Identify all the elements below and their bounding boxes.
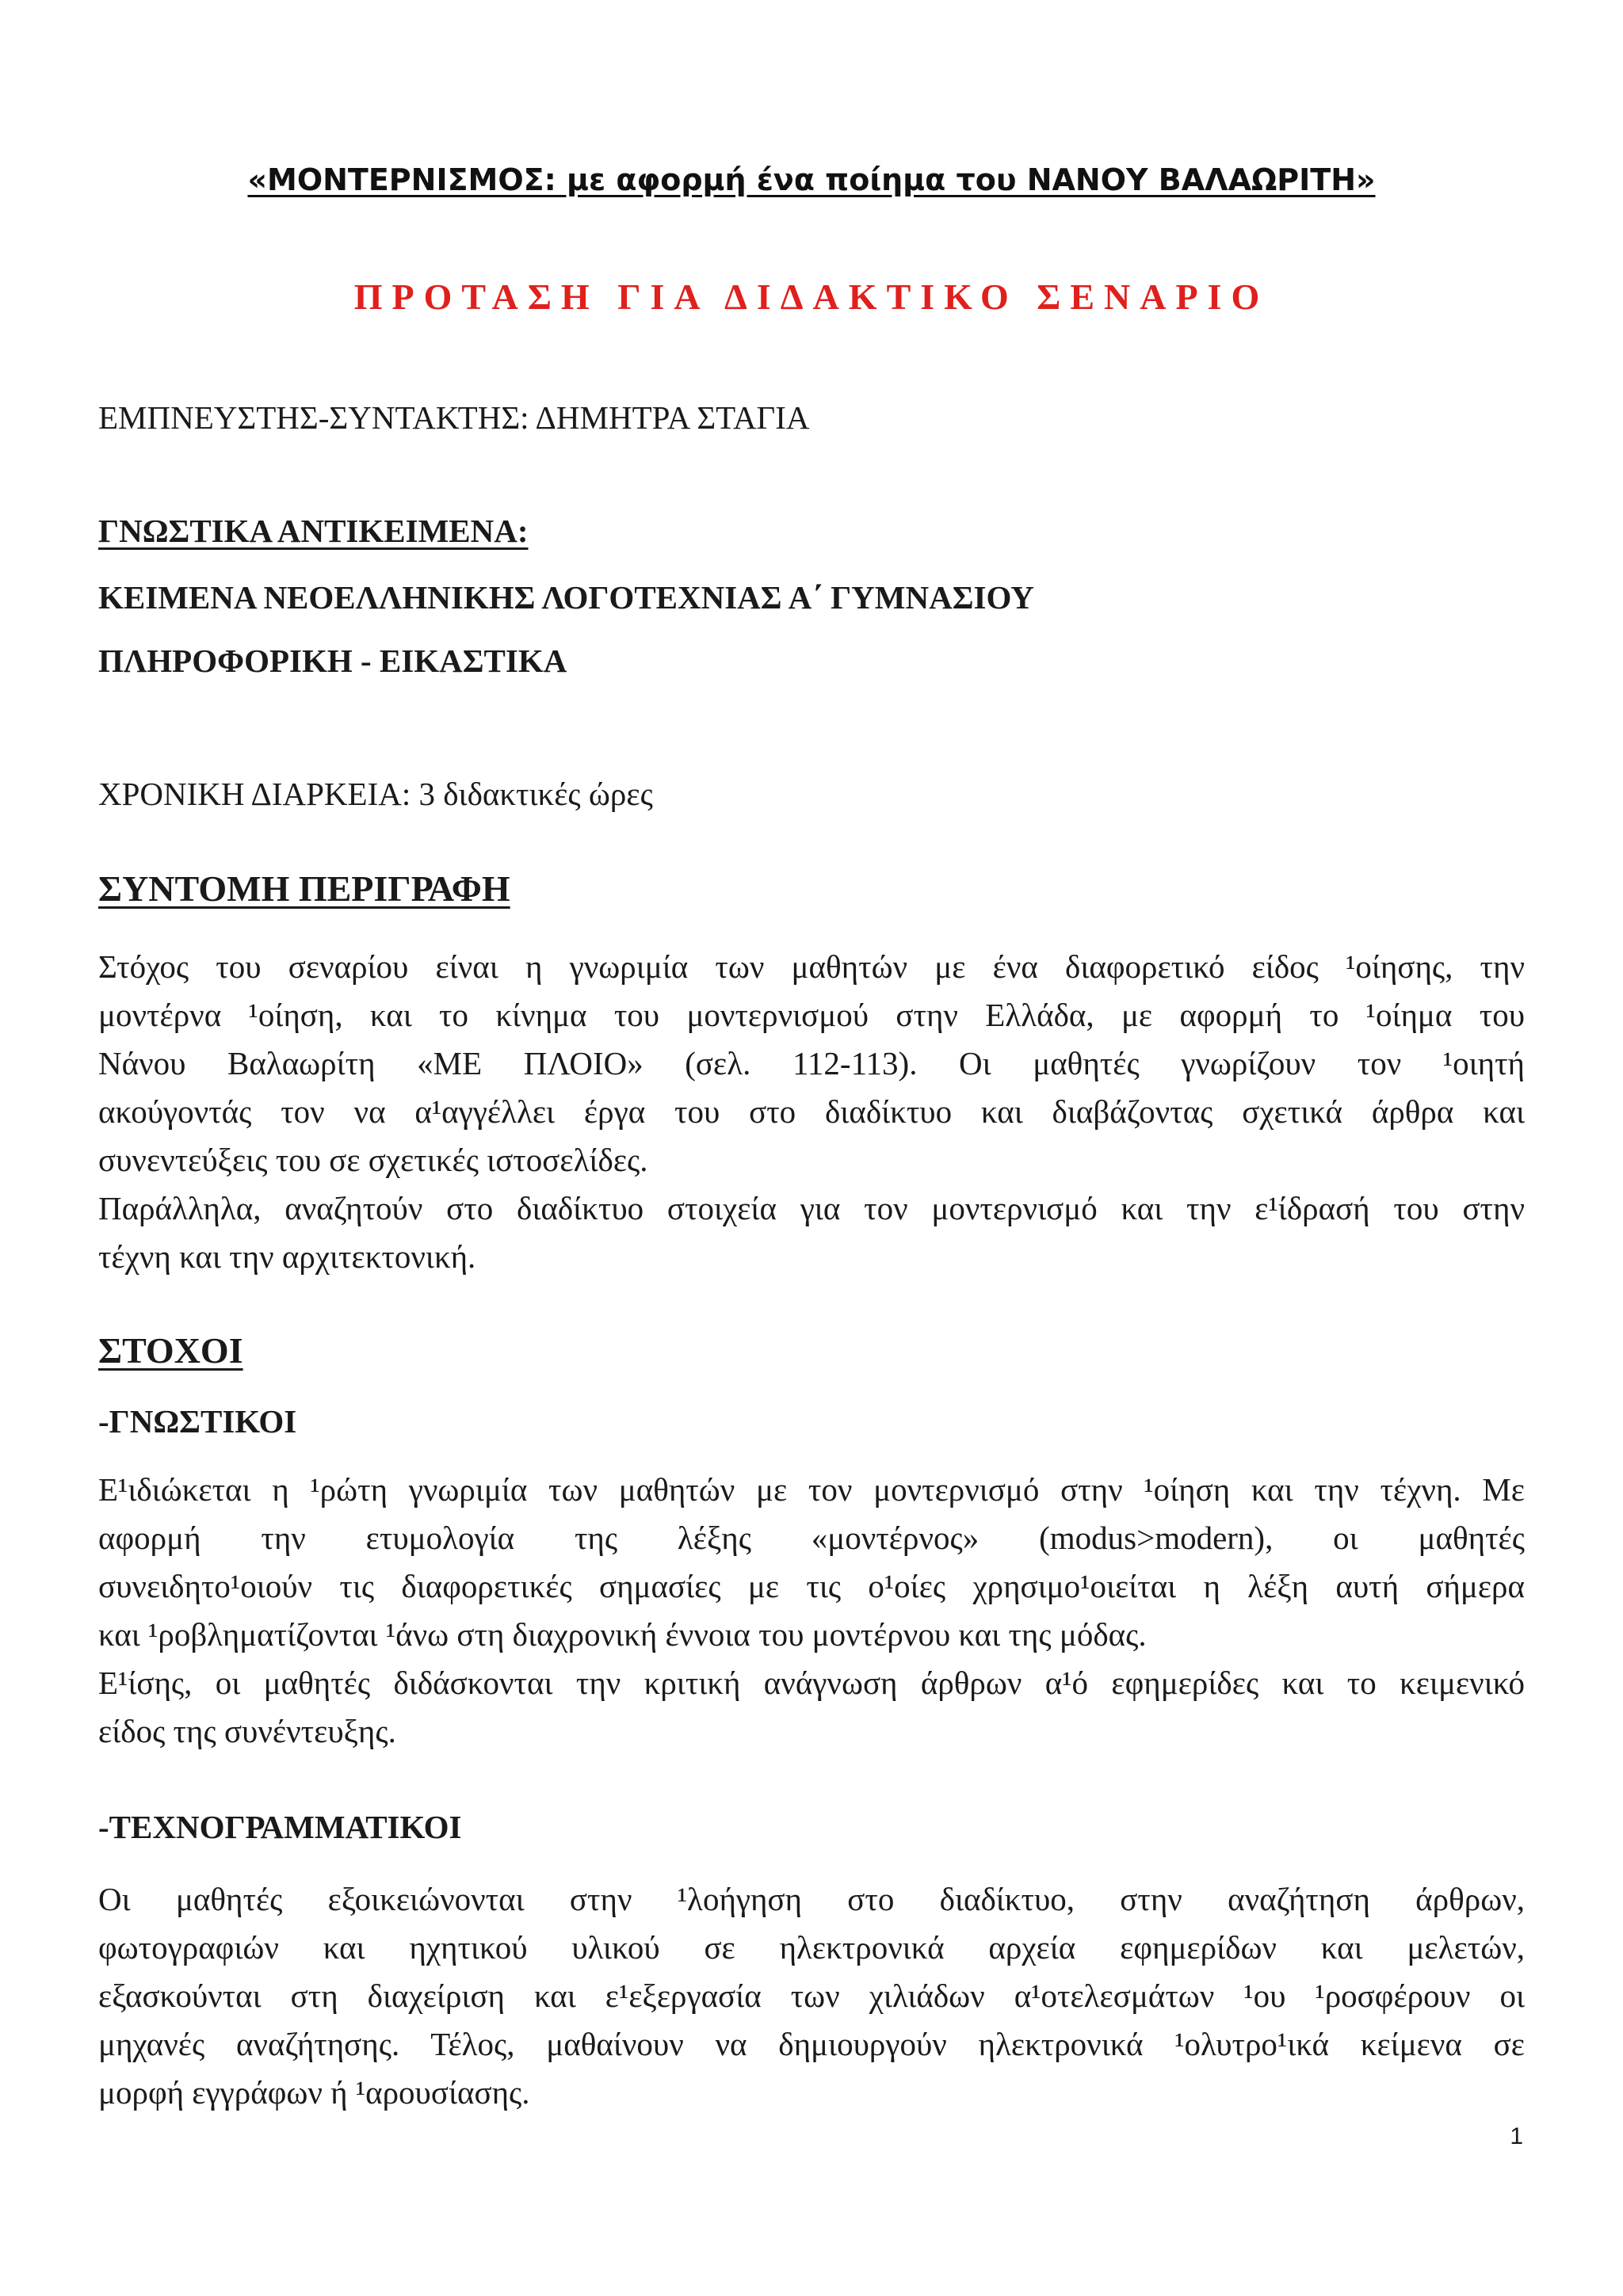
cognitive-objects-heading: ΓΝΩΣΤΙΚΑ ΑΝΤΙΚΕΙΜΕΝΑ: [98,513,529,549]
text-line: Ε¹ίσης, οι μαθητές διδάσκονται την κριτική ανάγνωση άρθρων α¹ό εφημερίδες και το κειμενικό [98,1665,1525,1701]
text-line: και ¹ροβληματίζονται ¹άνω στη διαχρονική έννοια του μοντέρνου και της μόδας. [98,1616,1147,1653]
cognitive-objects-line-2: ΠΛΗΡΟΦΟΡΙΚΗ - ΕΙΚΑΣΤΙΚΑ [98,643,567,679]
duration-line: ΧΡΟΝΙΚΗ ΔΙΑΡΚΕΙΑ: 3 διδακτικές ώρες [98,776,653,812]
text-line: Οι μαθητές εξοικειώνονται στην ¹λοήγηση στο διαδίκτυο, στην αναζήτηση άρθρων, [98,1881,1525,1917]
cognitive-objects-line-1: ΚΕΙΜΕΝΑ ΝΕΟΕΛΛΗΝΙΚΗΣ ΛΟΓΟΤΕΧΝΙΑΣ Α΄ ΓΥΜΝΑΣΙΟΥ [98,579,1034,616]
text-line: Παράλληλα, αναζητούν στο διαδίκτυο στοιχεία για τον μοντερνισμό και την ε¹ίδρασή του στην [98,1190,1525,1226]
text-line: μηχανές αναζήτησης. Τέλος, μαθαίνουν να δημιουργούν ηλεκτρονικά ¹ολυτρο¹ικά κείμενα σε [98,2026,1525,2062]
text-line: εξασκούνται στη διαχείριση και ε¹εξεργασία των χιλιάδων α¹οτελεσμάτων ¹ου ¹ροσφέρουν οι [98,1978,1525,2014]
text-line: είδος της συνέντευξης. [98,1713,396,1749]
text-line: Στόχος του σεναρίου είναι η γνωριμία των μαθητών με ένα διαφορετικό είδος ¹οίησης, την [98,948,1525,985]
technological-goals-heading: -ΤΕΧΝΟΓΡΑΜΜΑΤΙΚΟΙ [98,1809,462,1845]
text-line: αφορμή την ετυμολογία της λέξης «μοντέρνος» (modus>modern), οι μαθητές [98,1520,1525,1556]
text-line: μορφή εγγράφων ή ¹αρουσίασης. [98,2074,530,2111]
author-line: ΕΜΠΝΕΥΣΤΗΣ-ΣΥΝΤΑΚΤΗΣ: ΔΗΜΗΤΡΑ ΣΤΑΓΙΑ [98,399,810,436]
short-description-paragraph [98,943,1525,1281]
technological-goals-paragraph [98,1875,1525,2117]
cognitive-goals-heading: -ΓΝΩΣΤΙΚΟΙ [98,1403,297,1440]
text-line: συνεντεύξεις του σε σχετικές ιστοσελίδες. [98,1142,648,1178]
page-number: 1 [1510,2123,1523,2149]
text-line: συνειδητο¹οιούν τις διαφορετικές σημασίες με τις ο¹οίες χρησιμο¹οιείται η λέξη αυτή σήμερα [98,1568,1525,1604]
text-line: ακούγοντάς τον να α¹αγγέλλει έργα του στο διαδίκτυο και διαβάζοντας σχετικά άρθρα και [98,1093,1525,1130]
short-description-heading: ΣΥΝΤΟΜΗ ΠΕΡΙΓΡΑΦΗ [98,868,510,909]
text-line: φωτογραφιών και ηχητικού υλικού σε ηλεκτρονικά αρχεία εφημερίδων και μελετών, [98,1929,1525,1966]
document-subtitle: ΠΡΟΤΑΣΗ ΓΙΑ ΔΙΔΑΚΤΙΚΟ ΣΕΝΑΡΙΟ [353,277,1270,317]
document-title: «ΜΟΝΤΕΡΝΙΣΜΟΣ: με αφορμή ένα ποίημα του ΝΑΝΟΥ ΒΑΛΑΩΡΙΤΗ» [247,162,1376,197]
text-line: μοντέρνα ¹οίηση, και το κίνημα του μοντερνισμού στην Ελλάδα, με αφορμή το ¹οίημα του [98,997,1525,1033]
goals-heading: ΣΤΟΧΟΙ [98,1330,243,1371]
cognitive-goals-paragraph [98,1466,1525,1756]
text-line: Ε¹ιδιώκεται η ¹ρώτη γνωριμία των μαθητών με τον μοντερνισμό στην ¹οίηση και την τέχνη. Με [98,1471,1525,1508]
text-line: Νάνου Βαλαωρίτη «ΜΕ ΠΛΟΙΟ» (σελ. 112-113). Οι μαθητές γνωρίζουν τον ¹οιητή [98,1045,1525,1081]
text-line: τέχνη και την αρχιτεκτονική. [98,1238,476,1275]
